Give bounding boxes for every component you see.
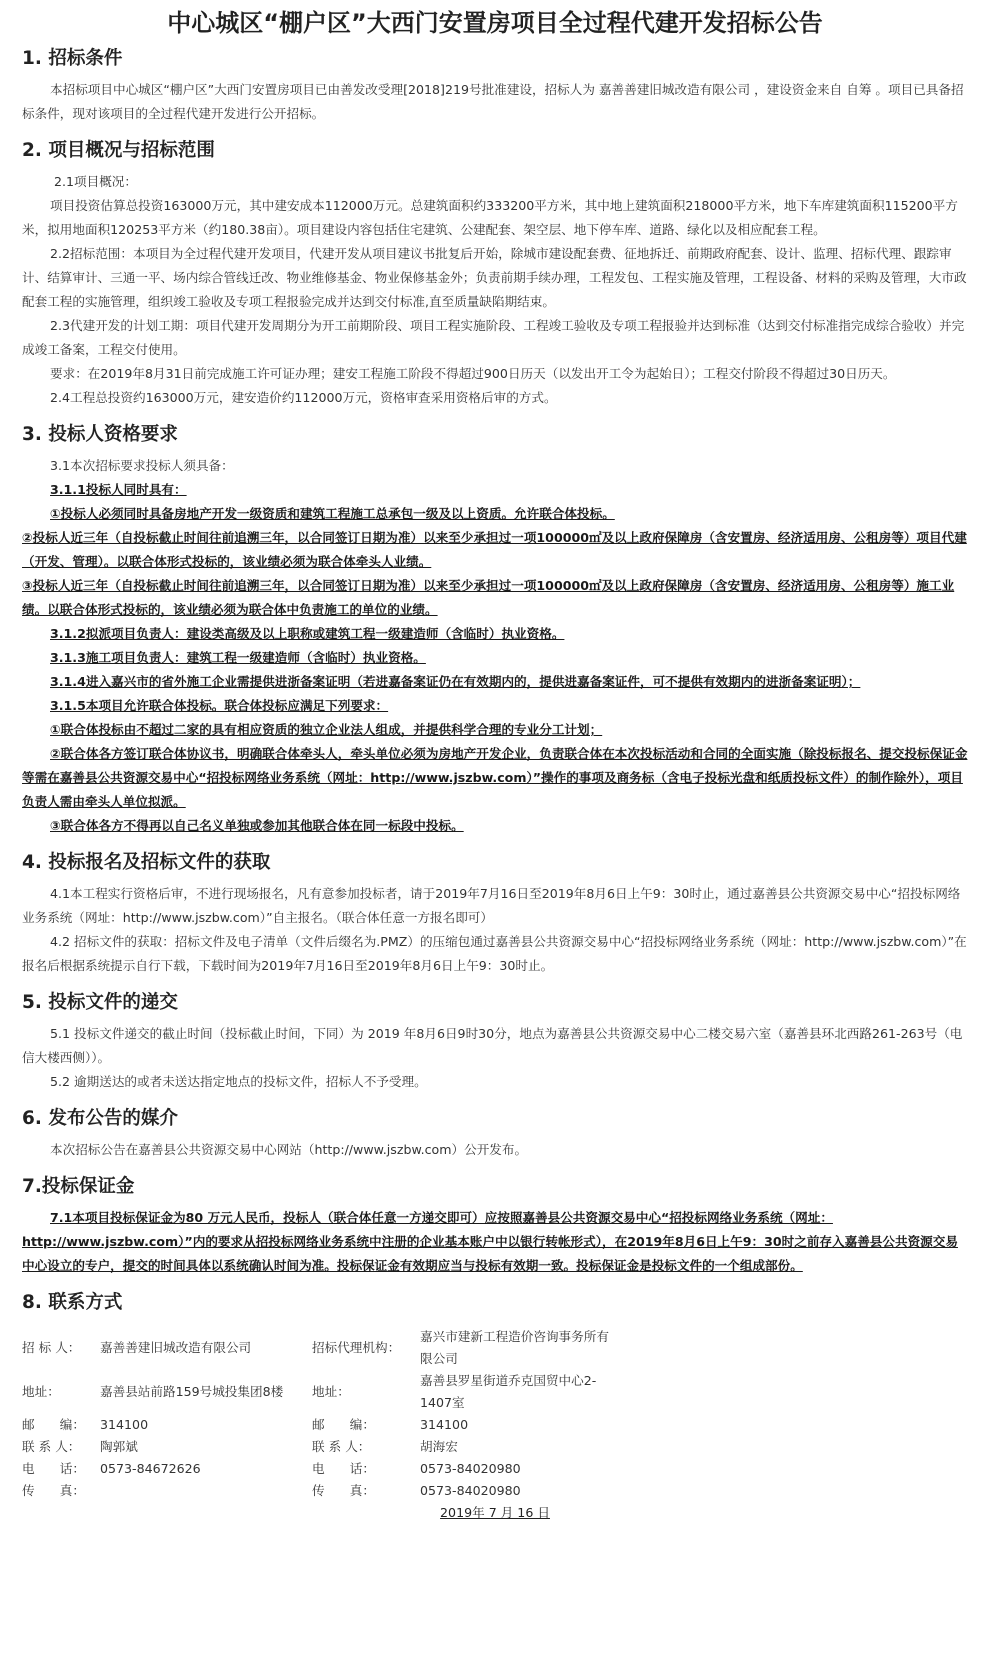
section-2-2-text: 2.2招标范围：本项目为全过程代建开发项目，代建开发从项目建议书批复后开始，除城市建设配套费、征地拆迁、前期政府配套、设计、监理、招标代理、跟踪审计、结算审计、三通一平、场内综合管线迁改、物业维修基金、物业保修基金外；负责前期手续办理，工程发包、工程实施及管理，工程设备、材料的采购及管理，大市政配套工程的实施管理，组织竣工验收及专项工程报验完成并达到交付标准,直至质量缺陷期结束。 xyxy=(22,246,967,309)
section-2-3-requirement: 要求：在2019年8月31日前完成施工许可证办理；建安工程施工阶段不得超过900日历天（以发出开工令为起始日）；工程交付阶段不得超过30日历天。 xyxy=(50,366,896,381)
tenderer-fax xyxy=(100,1480,312,1502)
section-2-4-text: 2.4工程总投资约163000万元，建安造价约112000万元，资格审查采用资格后审的方式。 xyxy=(50,390,557,405)
section-1-text: 本招标项目中心城区“棚户区”大西门安置房项目已由善发改受理[2018]219号批准建设，招标人为 嘉善善建旧城改造有限公司 ，建设资金来自 自筹 。项目已具备招标条件，现对该项目的全过程代建开发进行公开招标。 xyxy=(22,82,964,121)
tenderer-phone: 0573-84672626 xyxy=(100,1461,201,1476)
section-3-1-2-text: 3.1.2拟派项目负责人：建设类高级及以上职称或建筑工程一级建造师（含临时）执业资格。 xyxy=(50,626,565,641)
section-3-1-5-text: 3.1.5本项目允许联合体投标。联合体投标应满足下列要求： xyxy=(50,698,389,713)
section-7-heading: 7.投标保证金 xyxy=(22,1176,135,1197)
section-3-1-1-text: 3.1.1投标人同时具有： xyxy=(50,482,187,497)
section-6-heading: 6. 发布公告的媒介 xyxy=(22,1108,178,1129)
section-2-1-label: 2.1项目概况： xyxy=(54,174,137,189)
postcode-label: 邮 编： xyxy=(22,1417,85,1432)
qualification-item-1: ①投标人必须同时具备房地产开发一级资质和建筑工程施工总承包一级及以上资质。允许联合体投标。 xyxy=(50,506,615,521)
section-3-1-4-text: 3.1.4进入嘉兴市的省外施工企业需提供进浙备案证明（若进嘉备案证仍在有效期内的，提供进嘉备案证件，可不提供有效期内的进浙备案证明）； xyxy=(50,674,861,689)
address-label: 地址： xyxy=(22,1384,60,1399)
agency-contact: 胡海宏 xyxy=(420,1439,458,1454)
tenderer-value: 嘉善善建旧城改造有限公司 xyxy=(100,1340,252,1355)
page-title: 中心城区“棚户区”大西门安置房项目全过程代建开发招标公告 xyxy=(167,9,823,37)
tenderer-address: 嘉善县站前路159号城投集团8楼 xyxy=(100,1384,284,1399)
agency-contact-label: 联 系 人： xyxy=(312,1439,371,1454)
section-5-2-text: 5.2 逾期送达的或者未送达指定地点的投标文件，招标人不予受理。 xyxy=(50,1074,427,1089)
section-8-heading: 8. 联系方式 xyxy=(22,1292,123,1313)
agency-address: 嘉善县罗星街道乔克国贸中心2-1407室 xyxy=(420,1373,597,1410)
joint-bid-item-2: ②联合体各方签订联合体协议书，明确联合体牵头人，牵头单位必须为房地产开发企业，负责联合体在本次投标活动和合同的全面实施（除投标报名、提交投标保证金等需在嘉善县公共资源交易中心“招投标网络业务系统（网址：http://www.jszbw.com）”操作的事项及商务标（含电子投标光盘和纸质投标文件）的制作除外），项目负责人需由牵头人单位拟派。 xyxy=(22,746,968,809)
agency-label: 招标代理机构： xyxy=(312,1340,401,1355)
agency-value: 嘉兴市建新工程造价咨询事务所有限公司 xyxy=(420,1329,609,1366)
tenderer-postcode: 314100 xyxy=(100,1417,149,1432)
joint-bid-item-3: ③联合体各方不得再以自己名义单独或参加其他联合体在同一标段中投标。 xyxy=(50,818,464,833)
section-1-heading: 1. 招标条件 xyxy=(22,48,123,69)
agency-fax: 0573-84020980 xyxy=(420,1483,521,1498)
section-7-text: 7.1本项目投标保证金为80 万元人民币，投标人（联合体任意一方递交即可）应按照嘉善县公共资源交易中心“招投标网络业务系统（网址：http://www.jszbw.com）”内的要求从招投标网络业务系统中注册的企业基本账户中以银行转帐形式），在2019年8月6日上午9：30时之前存入嘉善县公共资源交易中心设立的专户，提交的时间具体以系统确认时间为准。投标保证金有效期应当与投标有效期一致。投标保证金是投标文件的一个组成部份。 xyxy=(22,1210,958,1273)
agency-phone-label: 电 话： xyxy=(312,1461,375,1476)
tenderer-contact: 陶郭斌 xyxy=(100,1439,138,1454)
section-2-1-text: 项目投资估算总投资163000万元，其中建安成本112000万元。总建筑面积约333200平方米，其中地上建筑面积218000平方米，地下车库建筑面积115200平方米，拟用地面积120253平方米（约180.38亩）。项目建设内容包括住宅建筑、公建配套、架空层、地下停车库、道路、绿化以及相应配套工程。 xyxy=(22,198,958,237)
section-2-heading: 2. 项目概况与招标范围 xyxy=(22,140,215,161)
joint-bid-item-1: ①联合体投标由不超过二家的具有相应资质的独立企业法人组成，并提供科学合理的专业分工计划； xyxy=(50,722,603,737)
contact-person-label: 联 系 人： xyxy=(22,1439,81,1454)
section-3-1-text: 3.1本次招标要求投标人须具备： xyxy=(50,458,234,473)
tenderer-label: 招 标 人： xyxy=(22,1340,81,1355)
agency-fax-label: 传 真： xyxy=(312,1483,375,1498)
agency-phone: 0573-84020980 xyxy=(420,1461,521,1476)
agency-postcode: 314100 xyxy=(420,1417,469,1432)
section-3-1-3-text: 3.1.3施工项目负责人：建筑工程一级建造师（含临时）执业资格。 xyxy=(50,650,426,665)
agency-postcode-label: 邮 编： xyxy=(312,1417,375,1432)
agency-address-label: 地址： xyxy=(312,1384,350,1399)
section-6-text: 本次招标公告在嘉善县公共资源交易中心网站（http://www.jszbw.com）公开发布。 xyxy=(50,1142,528,1157)
qualification-item-3: ③投标人近三年（自投标截止时间往前追溯三年，以合同签订日期为准）以来至少承担过一项100000㎡及以上政府保障房（含安置房、经济适用房、公租房等）施工业绩。以联合体形式投标的，该业绩必须为联合体中负责施工的单位的业绩。 xyxy=(22,578,955,617)
section-5-heading: 5. 投标文件的递交 xyxy=(22,992,178,1013)
section-4-1-text: 4.1本工程实行资格后审，不进行现场报名，凡有意参加投标者，请于2019年7月16日至2019年8月6日上午9：30时止，通过嘉善县公共资源交易中心“招投标网络业务系统（网址：http://www.jszbw.com）”自主报名。（联合体任意一方报名即可） xyxy=(22,886,961,925)
section-2-3-text: 2.3代建开发的计划工期：项目代建开发周期分为开工前期阶段、项目工程实施阶段、工程竣工验收及专项工程报验并达到标准（达到交付标准指完成综合验收）并完成竣工备案，工程交付使用。 xyxy=(22,318,965,357)
fax-label: 传 真： xyxy=(22,1483,85,1498)
phone-label: 电 话： xyxy=(22,1461,85,1476)
contact-table xyxy=(22,1326,610,1502)
section-4-2-text: 4.2 招标文件的获取：招标文件及电子清单（文件后缀名为.PMZ）的压缩包通过嘉善县公共资源交易中心“招投标网络业务系统（网址：http://www.jszbw.com）”在报名后根据系统提示自行下载，下载时间为2019年7月16日至2019年8月6日上午9：30时止。 xyxy=(22,934,967,973)
section-3-heading: 3. 投标人资格要求 xyxy=(22,424,178,445)
qualification-item-2: ②投标人近三年（自投标截止时间往前追溯三年，以合同签订日期为准）以来至少承担过一项100000㎡及以上政府保障房（含安置房、经济适用房、公租房等）项目代建（开发、管理）。以联合体形式投标的，该业绩必须为联合体牵头人业绩。 xyxy=(22,530,967,569)
announcement-date: 2019年 7 月 16 日 xyxy=(440,1505,550,1520)
section-4-heading: 4. 投标报名及招标文件的获取 xyxy=(22,852,271,873)
section-5-1-text: 5.1 投标文件递交的截止时间（投标截止时间，下同）为 2019 年8月6日9时30分，地点为嘉善县公共资源交易中心二楼交易六室（嘉善县环北西路261-263号（电信大楼西侧））。 xyxy=(22,1026,963,1065)
